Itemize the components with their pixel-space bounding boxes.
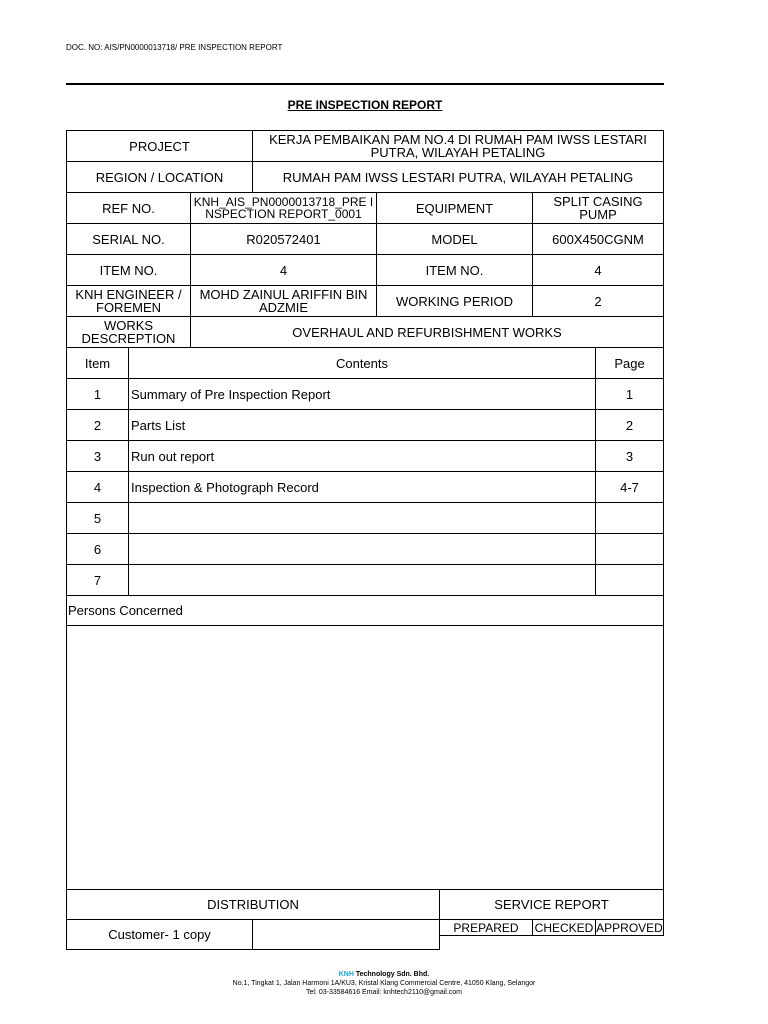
contents-row-page: 2 [595,409,664,441]
contents-row-page: 4-7 [595,471,664,503]
contents-row-content: Inspection & Photograph Record [128,471,596,503]
serial-value: R020572401 [190,223,377,255]
footer-address: No.1, Tingkat 1, Jalan Harmoni 1A/KU3, Kristal Klang Commercial Centre, 41050 Klang, Selangor [232,980,536,987]
distribution-blank [252,919,440,950]
contents-col-contents: Contents [128,347,596,379]
contents-row-page [595,564,664,596]
contents-row-page [595,533,664,565]
contents-row-content: Run out report [128,440,596,472]
contents-row-page: 3 [595,440,664,472]
equipment-value: SPLIT CASING PUMP [532,192,664,224]
footer-company: Technology Sdn. Bhd. [353,971,430,978]
item-value-2: 4 [532,254,664,286]
report-title: PRE INSPECTION REPORT [287,98,443,112]
persons-concerned-heading: Persons Concerned [66,595,664,626]
footer-company-line [0,970,768,979]
item-label: ITEM NO. [66,254,191,286]
contents-row-content [128,533,596,565]
model-value: 600X450CGNM [532,223,664,255]
contents-row-page [595,502,664,534]
contents-row-item: 1 [66,378,129,410]
contents-row-page: 1 [595,378,664,410]
region-value: RUMAH PAM IWSS LESTARI PUTRA, WILAYAH PETALING [252,161,664,193]
item-label-2: ITEM NO. [376,254,533,286]
contents-row-item: 7 [66,564,129,596]
contents-col-item: Item [66,347,129,379]
doc-number: DOC. NO: AIS/PN0000013718/ PRE INSPECTION REPORT [66,43,283,52]
region-label: REGION / LOCATION [66,161,253,193]
equipment-label: EQUIPMENT [376,192,533,224]
prepared-label: PREPARED [439,919,533,936]
item-value: 4 [190,254,377,286]
engineer-value: MOHD ZAINUL ARIFFIN BIN ADZMIE [190,285,377,317]
contents-row-content [128,502,596,534]
contents-row-item: 2 [66,409,129,441]
contents-row-content: Summary of Pre Inspection Report [128,378,596,410]
contents-row-item: 4 [66,471,129,503]
distribution-heading: DISTRIBUTION [66,889,440,920]
footer-contact: Tel: 03-33584616 Email: knhtech2110@gmail.com [305,989,462,996]
contents-row-item: 6 [66,533,129,565]
distribution-customer: Customer- 1 copy [66,919,253,950]
works-value: OVERHAUL AND REFURBISHMENT WORKS [190,316,664,348]
model-label: MODEL [376,223,533,255]
project-value: KERJA PEMBAIKAN PAM NO.4 DI RUMAH PAM IWSS LESTARI PUTRA, WILAYAH PETALING [252,130,664,162]
header-rule [66,83,664,85]
checked-label: CHECKED [532,919,596,936]
ref-value: KNH_AIS_PN0000013718_PRE INSPECTION REPORT_0001 [190,192,377,224]
contents-row-item: 5 [66,502,129,534]
contents-row-item: 3 [66,440,129,472]
period-label: WORKING PERIOD [376,285,533,317]
contents-row-content: Parts List [128,409,596,441]
works-label: WORKS DESCREPTION [66,316,191,348]
ref-label: REF NO. [66,192,191,224]
contents-row-content [128,564,596,596]
contents-col-page: Page [595,347,664,379]
persons-concerned-area [66,625,664,890]
footer-brand: KNH [338,971,354,978]
engineer-label: KNH ENGINEER / FOREMEN [66,285,191,317]
period-value: 2 [532,285,664,317]
service-report-heading: SERVICE REPORT [439,889,664,920]
project-label: PROJECT [66,130,253,162]
serial-label: SERIAL NO. [66,223,191,255]
approved-label: APPROVED [596,920,663,935]
